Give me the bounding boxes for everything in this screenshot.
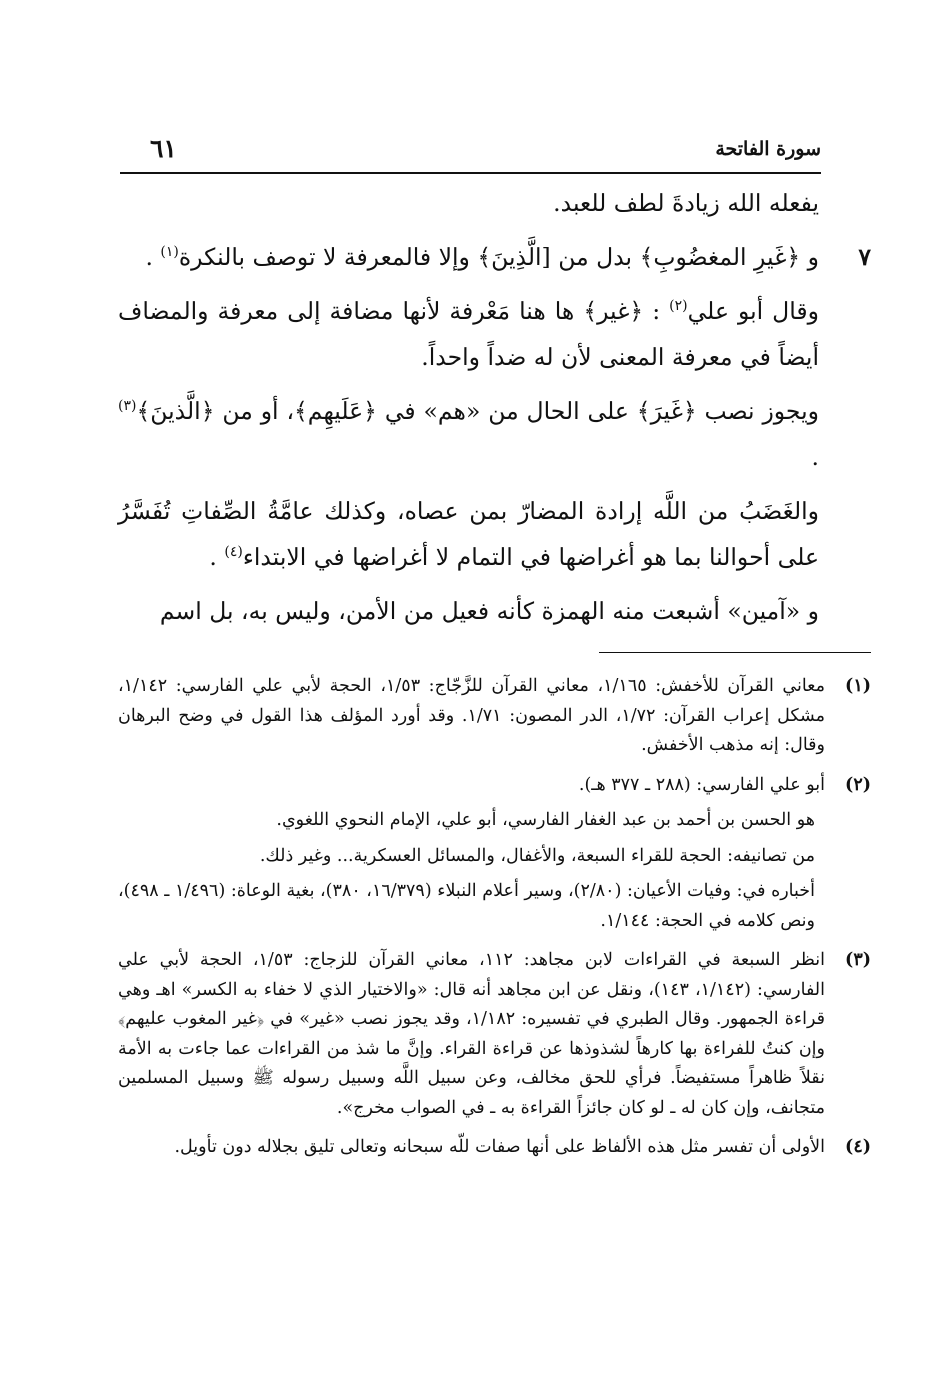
footnote-text: أخباره في: وفيات الأعيان: (٢/٨٠)، وسير أعلام النبلاء (١٦/٣٧٩، ٣٨٠)، بغية الوعاة: (١/٤٩٦ ـ ٤٩٨)، ونص كلامه في الحجة: ١/١٤٤.	[118, 881, 815, 931]
footnote-4	[118, 1133, 871, 1169]
footnote-ref[interactable]: (٢)	[669, 298, 688, 315]
footnote-number: (٢)	[845, 774, 871, 795]
footnote-number: (١)	[845, 676, 871, 696]
paragraph: يفعله الله زيادةَ لطف للعبد.	[553, 189, 819, 217]
verse-number: ٧	[858, 243, 871, 271]
footnote-text: الأولى أن تفسر مثل هذه الألفاظ على أنها صفات للّه سبحانه وتعالى تليق بجلاله دون تأويل.	[174, 1137, 825, 1157]
footnote-ref[interactable]: (١)	[160, 244, 179, 261]
footnote-ref[interactable]: (٤)	[224, 544, 243, 561]
paragraph: وقال أبو علي$^{(٢)}$ : ﴿غير﴾ ها هنا مَعْرفة لأنها مضافة إلى معرفة والمضاف أيضاً في معرفة المعنى لأن له ضداً واحداً.	[118, 297, 820, 371]
page-number: ٦١	[150, 134, 177, 163]
footnote-number: (٤)	[845, 1137, 871, 1157]
footnote-text: انظر السبعة في القراءات لابن مجاهد: ١١٢، معاني القرآن للزجاج: ١/٥٣، الحجة لأبي علي الفارسي: (١/١٤٢، ١٤٣)، ونقل عن ابن مجاهد أنه قال: «والاختيار الذي لا خفاء به الكسر» اهـ وهي قراءة الجمهور. وقال الطبري في تفسيره: ١/١٨٢، وقد يجوز نصب «غير» في ﴿غير المغوب عليهم﴾ وإن كنتُ للفراءة بها كارهاً لشذوذها عن قراءة القراء. وإنَّ ما شذ من القراءات عما جاءت به الأمة نقلاً ظاهراً مستفيضاً. فرأي للحق مخالف، وعن سبيل اللَّه وسبيل رسوله ﷺ وسبيل المسلمين متجانف، وإن كان له ـ لو كان جائزاً القراءة به ـ في الصواب مخرج».	[118, 950, 826, 1118]
footnote-3	[118, 946, 871, 1129]
paragraph: والغَضَبُ من اللَّه إرادة المضارّ بمن عصاه، وكذلك عامَّةُ الصِّفاتِ تُفَسَّرُ على أحوالنا بما هو أغراضها في التمام لا أغراضها في الابتداء$^{(٤)}$ .	[118, 497, 819, 571]
paragraph: ويجوز نصب ﴿غَيرَ﴾ على الحال من «هم» في ﴿عَلَيهِم﴾، أو من ﴿الَّذينَ﴾$^{(٣)}$ .	[118, 397, 819, 471]
footnote-text: هو الحسن بن أحمد بن عبد الغفار الفارسي، أبو علي، الإمام النحوي اللغوي.	[276, 810, 815, 830]
footnote-text: معاني القرآن للأخفش: ١/١٦٥، معاني القرآن للزَّجّاج: ١/٥٣، الحجة لأبي علي الفارسي: ١/١٤٢، مشكل إعراب القرآن: ١/٧٢، الدر المصون: ١/٧١. وقد أورد المؤلف هذا القول في وضح البرهان وقال: إنه مذهب الأخفش.	[118, 676, 825, 755]
footnotes	[118, 672, 871, 1173]
footnote-number: (٣)	[845, 950, 871, 970]
footnote-1	[118, 672, 871, 767]
footnote-2	[118, 771, 871, 943]
running-header	[120, 134, 821, 174]
main-text	[118, 180, 871, 642]
chapter-title: سورة الفاتحة	[715, 138, 821, 160]
verse-paragraph: ٧و ﴿غَيرِ المغضُوبِ﴾ بدل من [الَّذِينَ﴾ وإلا فالمعرفة لا توصف بالنكرة$^{(١)}$ .	[118, 234, 871, 280]
footnote-divider	[599, 652, 871, 653]
footnote-ref[interactable]: (٣)	[118, 398, 137, 415]
footnote-text: أبو علي الفارسي: (٢٨٨ ـ ٣٧٧ هـ).	[578, 774, 825, 795]
paragraph: و «آمين» أشبعت منه الهمزة كأنه فعيل من الأمن، وليس به، بل اسم	[159, 597, 819, 625]
footnote-text: من تصانيفه: الحجة للقراء السبعة، والأغفال، والمسائل العسكرية... وغير ذلك.	[259, 845, 815, 866]
